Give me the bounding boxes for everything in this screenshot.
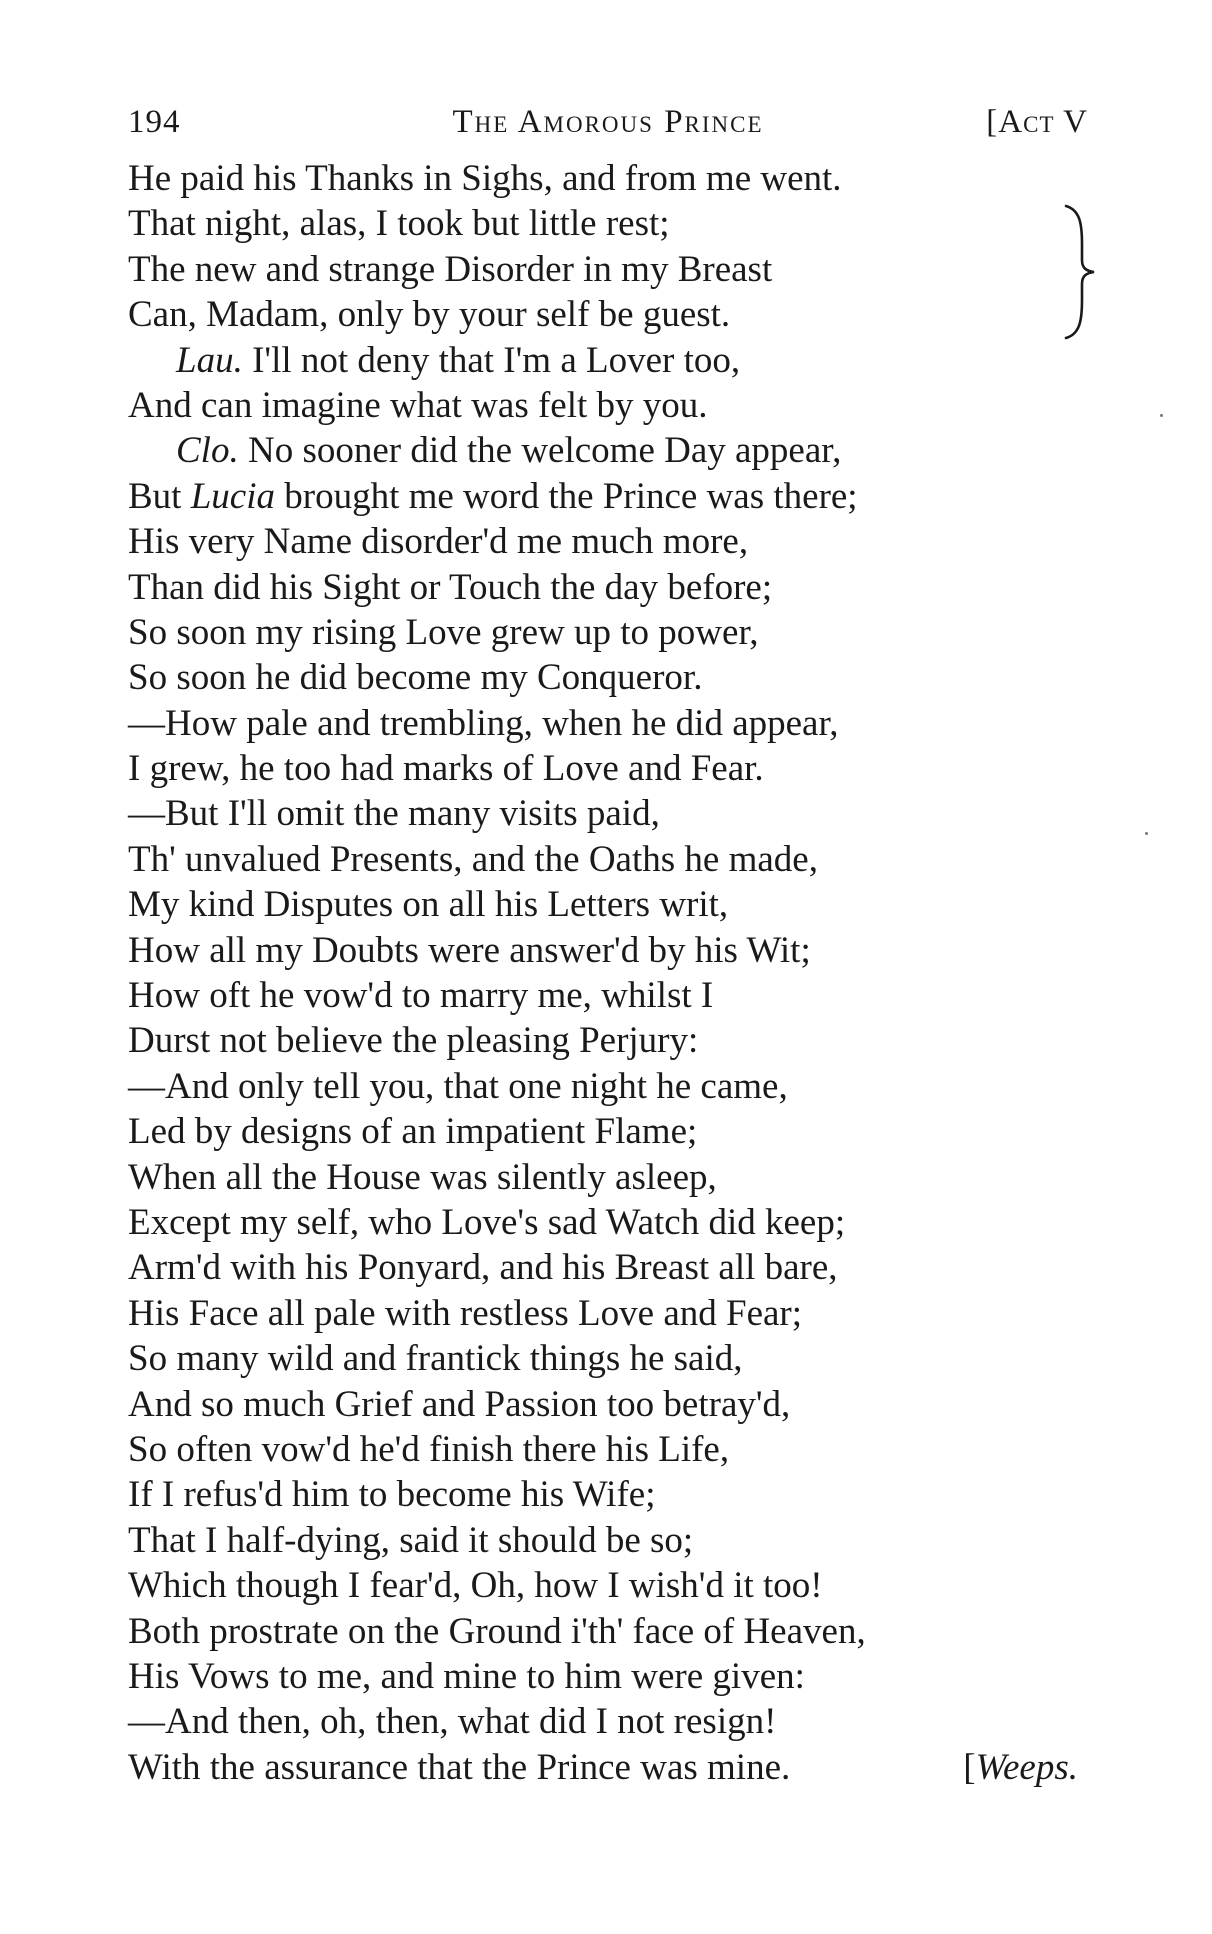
verse-line: And can imagine what was felt by you. xyxy=(128,384,708,426)
verse-line: His Face all pale with restless Love and Fear; xyxy=(128,1292,803,1334)
verse-line: If I refus'd him to become his Wife; xyxy=(128,1474,656,1516)
verse-line: He paid his Thanks in Sighs, and from me went. xyxy=(128,158,842,199)
italic-name: Lucia xyxy=(190,475,275,517)
verse-line: Th' unvalued Presents, and the Oaths he made, xyxy=(128,838,818,880)
verse-line: Led by designs of an impatient Flame; xyxy=(128,1111,698,1153)
stage-direction xyxy=(963,1745,1078,1790)
page-speck xyxy=(1145,832,1148,835)
running-title: The Amorous Prince xyxy=(452,104,764,140)
verse-line: —And only tell you, that one night he came, xyxy=(128,1065,788,1107)
verse-line: How oft he vow'd to marry me, whilst I xyxy=(128,975,714,1017)
speech-text: No sooner did the welcome Day appear, xyxy=(247,430,842,472)
verse-line: Durst not believe the pleasing Perjury: xyxy=(128,1020,699,1062)
line-segment: brought me word the Prince was there; xyxy=(275,475,858,517)
verse-line: —And then, oh, then, what did I not resign! xyxy=(128,1701,777,1743)
triplet-brace-icon xyxy=(1060,204,1100,340)
verse-line: —How pale and trembling, when he did appear, xyxy=(128,702,839,744)
verse-line: Arm'd with his Ponyard, and his Breast all bare, xyxy=(128,1247,838,1289)
page-speck xyxy=(1160,414,1163,417)
verse-line: And so much Grief and Passion too betray'd, xyxy=(128,1383,791,1425)
speech-line xyxy=(128,428,1088,473)
running-head xyxy=(128,100,1088,144)
page-number: 194 xyxy=(128,104,181,140)
speaker-name: Clo. xyxy=(176,430,239,472)
stage-bracket: [ xyxy=(963,1746,976,1788)
speech-line xyxy=(128,338,1088,383)
verse-line: That night, alas, I took but little rest; xyxy=(128,203,670,245)
verse-line: Which though I fear'd, Oh, how I wish'd it too! xyxy=(128,1565,823,1607)
verse-line: His Vows to me, and mine to him were given: xyxy=(128,1655,805,1697)
act-label: [Act V xyxy=(986,104,1088,140)
verse-line: That I half-dying, said it should be so; xyxy=(128,1519,694,1561)
verse-line: Both prostrate on the Ground i'th' face of Heaven, xyxy=(128,1610,866,1652)
verse-text xyxy=(128,156,1088,1790)
verse-line: So often vow'd he'd finish there his Life, xyxy=(128,1428,730,1470)
verse-line: My kind Disputes on all his Letters writ, xyxy=(128,884,729,926)
verse-line: So many wild and frantick things he said, xyxy=(128,1338,743,1380)
verse-line: Except my self, who Love's sad Watch did keep; xyxy=(128,1201,846,1243)
speech-text: I'll not deny that I'm a Lover too, xyxy=(252,339,741,381)
verse-line: So soon my rising Love grew up to power, xyxy=(128,611,759,653)
verse-line: The new and strange Disorder in my Breast xyxy=(128,248,773,290)
verse-line: —But I'll omit the many visits paid, xyxy=(128,793,660,835)
line-segment: But xyxy=(128,475,191,517)
verse-line: How all my Doubts were answer'd by his Wit; xyxy=(128,929,811,971)
verse-line: Than did his Sight or Touch the day before; xyxy=(128,566,773,608)
verse-line: I grew, he too had marks of Love and Fear. xyxy=(128,748,764,790)
stage-text: Weeps. xyxy=(975,1746,1078,1788)
verse-line: Can, Madam, only by your self be guest. xyxy=(128,294,731,336)
verse-line xyxy=(128,1745,1088,1790)
line-segment: With the assurance that the Prince was mine. xyxy=(128,1746,791,1788)
verse-line xyxy=(128,474,1088,519)
speaker-name: Lau. xyxy=(176,339,243,381)
verse-line: So soon he did become my Conqueror. xyxy=(128,657,703,699)
verse-line: When all the House was silently asleep, xyxy=(128,1156,717,1198)
verse-line: His very Name disorder'd me much more, xyxy=(128,521,749,563)
